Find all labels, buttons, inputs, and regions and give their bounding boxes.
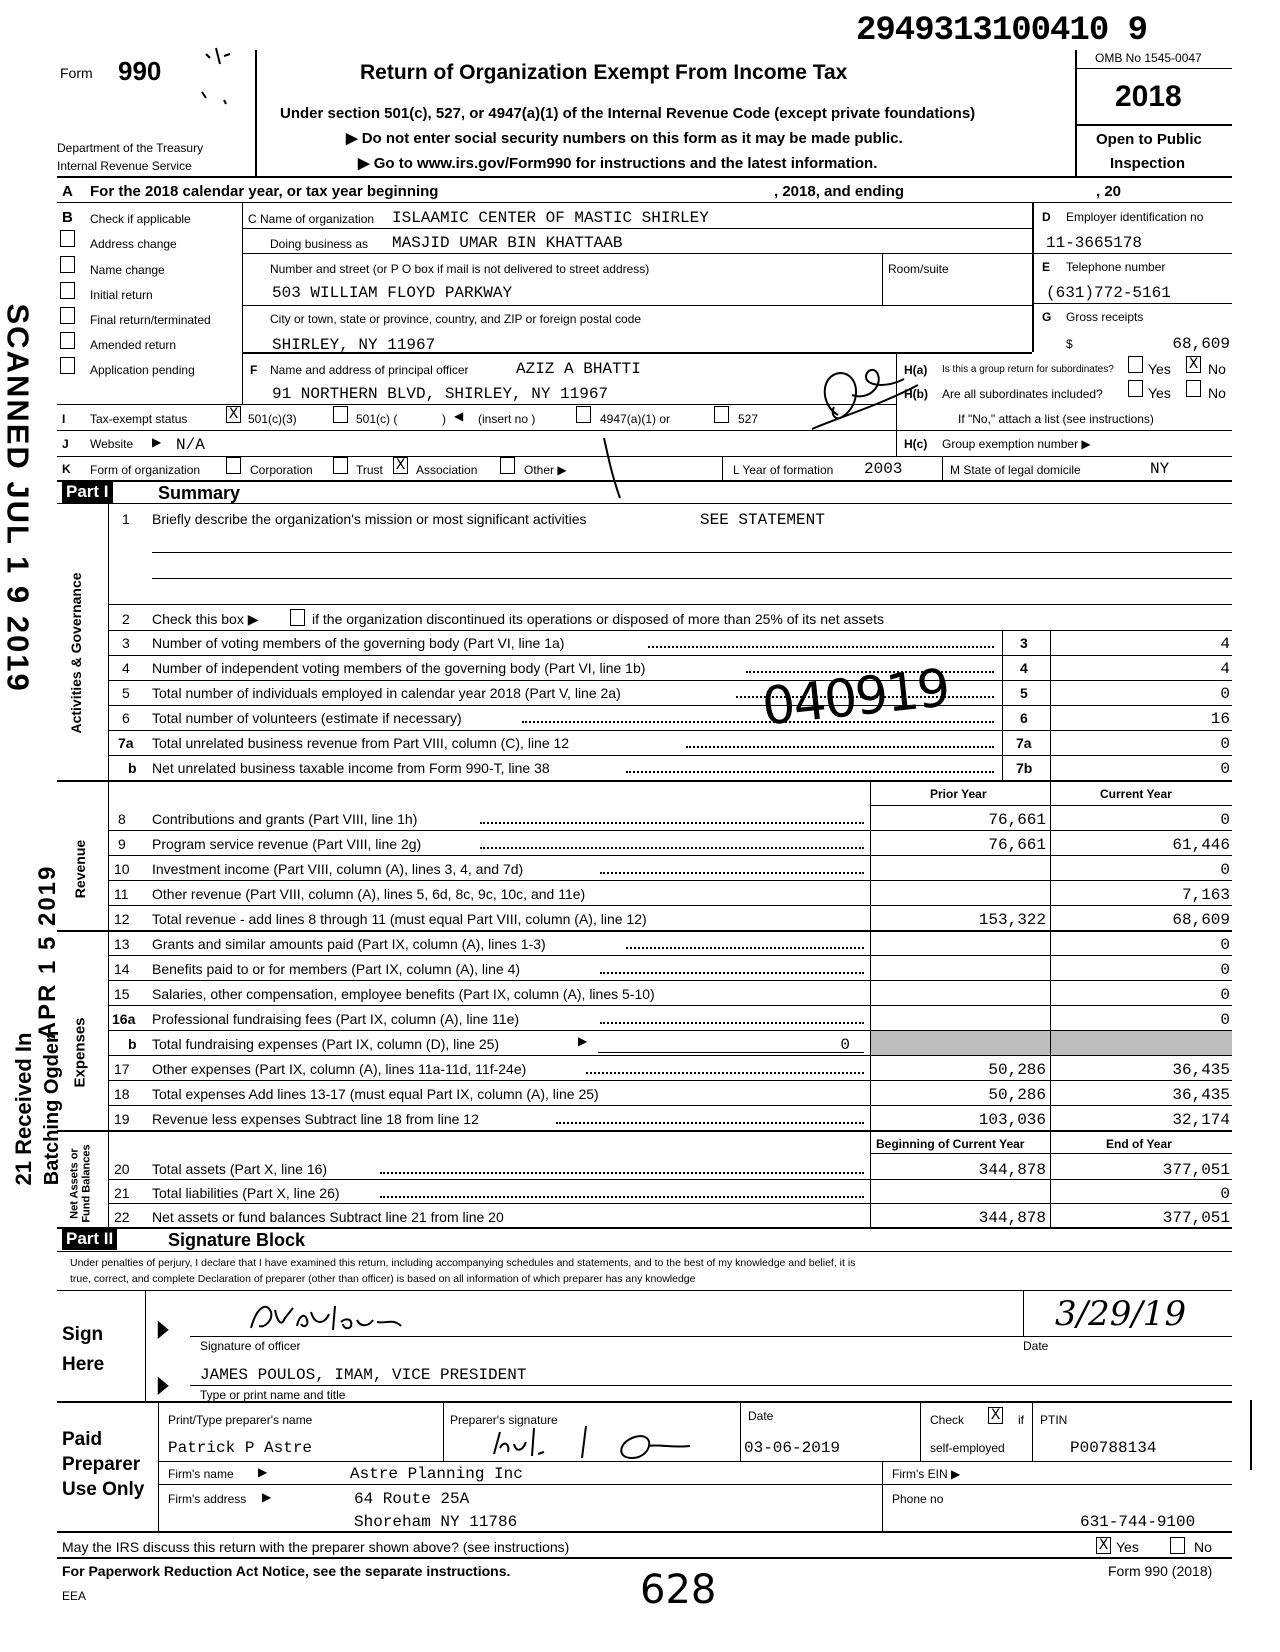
form-of-org-label: Form of organization (90, 463, 201, 477)
insert-arrow-icon: ◀ (454, 409, 464, 423)
line7b-box: 7b (1016, 760, 1033, 776)
discuss-yes-label: Yes (1116, 1539, 1139, 1555)
line10-text: Investment income (Part VIII, column (A), lines 3, 4, and 7d) (152, 861, 524, 877)
discuss-yes-checkbox[interactable]: X (1096, 1537, 1111, 1554)
501c-label: 501(c) ( (356, 412, 398, 426)
instructions-link: ▶ Go to www.irs.gov/Form990 for instructions and the latest information. (358, 155, 878, 172)
line2-number: 2 (122, 611, 130, 627)
line21-number: 21 (114, 1185, 130, 1201)
year-formation-label: L Year of formation (733, 463, 834, 477)
self-employed-checkbox[interactable]: X (988, 1407, 1003, 1424)
line3-text: Number of voting members of the governing body (Part VI, line 1a) (152, 635, 565, 651)
line6-box: 6 (1020, 710, 1028, 726)
line17-prior: 50,286 (988, 1061, 1046, 1079)
line13-number: 13 (114, 936, 130, 952)
dba-name: MASJID UMAR BIN KHATTAAB (392, 234, 623, 252)
line20-text: Total assets (Part X, line 16) (152, 1161, 328, 1177)
handwritten-number: 040919 (759, 658, 952, 738)
firm-name-label: Firm's name (168, 1467, 234, 1481)
line14-number: 14 (114, 961, 130, 977)
date-label: Date (1023, 1339, 1049, 1353)
preparer-label: Preparer (62, 1454, 141, 1475)
line12-prior: 153,322 (978, 911, 1046, 929)
line21-text: Total liabilities (Part X, line 26) (152, 1185, 340, 1201)
website-label: Website (90, 437, 134, 451)
ptin-value: P00788134 (1070, 1439, 1157, 1457)
line-i-letter: I (62, 412, 66, 426)
ha-no-checkbox[interactable]: X (1186, 356, 1201, 373)
org-name-label: C Name of organization (248, 212, 375, 226)
preparer-phone: 631-744-9100 (1080, 1513, 1196, 1531)
side-expenses: Expenses (71, 1017, 89, 1088)
preparer-signature-label: Preparer's signature (450, 1413, 558, 1427)
use-only-label: Use Only (62, 1479, 145, 1500)
box-d-letter: D (1042, 210, 1051, 224)
line18-prior: 50,286 (988, 1086, 1046, 1104)
line15-number: 15 (114, 986, 130, 1002)
line16b-value: 0 (840, 1036, 850, 1054)
address-change-label: Address change (90, 237, 177, 251)
corporation-checkbox[interactable] (226, 457, 241, 474)
line13-text: Grants and similar amounts paid (Part IX, column (A), lines 1-3) (152, 936, 546, 952)
firm-address-label: Firm's address (168, 1492, 247, 1506)
final-return-checkbox[interactable] (60, 307, 75, 324)
line7b-value: 0 (1220, 760, 1230, 778)
line11-current: 7,163 (1181, 886, 1230, 904)
principal-officer-name: AZIZ A BHATTI (516, 360, 641, 378)
part2-tag: Part II (62, 1229, 117, 1250)
city-label: City or town, state or province, country, and ZIP or foreign postal code (270, 312, 642, 326)
firm-name-arrow-icon: ▶ (258, 1465, 268, 1479)
501c-close: ) (442, 412, 446, 426)
scribble-marks (196, 44, 236, 114)
line5-number: 5 (122, 685, 130, 701)
handwritten-bottom-number: 628 (640, 1567, 717, 1613)
website-value: N/A (176, 436, 205, 454)
part2-title: Signature Block (168, 1230, 306, 1250)
line7a-text: Total unrelated business revenue from Part VIII, column (C), line 12 (152, 735, 570, 751)
association-label: Association (416, 463, 478, 477)
line22-text: Net assets or fund balances Subtract line 21 from line 20 (152, 1209, 504, 1225)
line4-value: 4 (1220, 660, 1230, 678)
line16b-number: b (128, 1036, 137, 1052)
received-stamp-1: 21 Received In (11, 1032, 36, 1186)
self-employed-label: self-employed (930, 1441, 1005, 1455)
line9-current: 61,446 (1172, 836, 1230, 854)
line7a-box: 7a (1016, 735, 1032, 751)
527-checkbox[interactable] (714, 406, 729, 423)
line-a-text: For the 2018 calendar year, or tax year beginning (90, 183, 439, 200)
other-checkbox[interactable] (500, 457, 515, 474)
open-to-public: Open to Public (1096, 131, 1202, 148)
line22-end: 377,051 (1162, 1209, 1230, 1227)
hb-label: H(b) (904, 387, 928, 401)
box-b-letter: B (62, 209, 73, 226)
apr-date-stamp: APR 1 5 2019 (34, 864, 61, 1040)
other-label: Other ▶ (524, 463, 567, 477)
line7a-value: 0 (1220, 735, 1230, 753)
501c-checkbox[interactable] (333, 406, 348, 423)
line19-number: 19 (114, 1111, 130, 1127)
firm-address-line2: Shoreham NY 11786 (354, 1513, 518, 1531)
box-f-letter: F (250, 363, 258, 377)
inspection-label: Inspection (1110, 155, 1186, 172)
phone-label: Telephone number (1066, 260, 1166, 274)
preparer-name-label: Print/Type preparer's name (168, 1413, 313, 1427)
line17-text: Other expenses (Part IX, column (A), lines 11a-11d, 11f-24e) (152, 1061, 527, 1077)
line8-prior: 76,661 (988, 811, 1046, 829)
line7a-number: 7a (118, 735, 134, 751)
initial-return-label: Initial return (90, 288, 153, 302)
line16b-text: Total fundraising expenses (Part IX, column (D), line 25) (152, 1036, 500, 1052)
dba-label: Doing business as (270, 237, 369, 251)
line17-number: 17 (114, 1061, 130, 1077)
paperwork-notice: For Paperwork Reduction Act Notice, see the separate instructions. (62, 1563, 511, 1579)
tax-year: 2018 (1115, 80, 1182, 113)
gross-receipts-label: Gross receipts (1066, 310, 1144, 324)
527-label: 527 (738, 412, 759, 426)
domicile-label: M State of legal domicile (950, 463, 1081, 477)
4947-checkbox[interactable] (576, 406, 591, 423)
line13-current: 0 (1220, 936, 1230, 954)
line3-value: 4 (1220, 635, 1230, 653)
line4-text: Number of independent voting members of the governing body (Part VI, line 1b) (152, 660, 646, 676)
dept-treasury: Department of the Treasury (57, 141, 204, 155)
trust-checkbox[interactable] (333, 457, 348, 474)
eea-label: EEA (62, 1589, 87, 1603)
501c3-checkbox[interactable]: X (226, 406, 241, 423)
name-title-label: Type or print name and title (200, 1388, 346, 1402)
form-number: 990 (118, 56, 162, 86)
document-locator-number: 2949313100410 9 (856, 12, 1148, 50)
line15-text: Salaries, other compensation, employee benefits (Part IX, column (A), lines 5-10) (152, 986, 655, 1002)
application-pending-checkbox[interactable] (60, 357, 75, 374)
line16b-shaded-2 (1051, 1031, 1232, 1055)
line-j-letter: J (62, 437, 69, 451)
ha-label: H(a) (904, 363, 928, 377)
discontinued-checkbox[interactable] (290, 609, 305, 626)
line4-box: 4 (1020, 660, 1028, 676)
line11-number: 11 (114, 886, 129, 902)
line20-number: 20 (114, 1161, 130, 1177)
principal-officer-address: 91 NORTHERN BLVD, SHIRLEY, NY 11967 (272, 385, 609, 403)
ha-yes-label: Yes (1148, 361, 1171, 377)
hc-label: H(c) (904, 437, 928, 451)
initial-return-checkbox[interactable] (60, 282, 75, 299)
form-label: Form (60, 65, 93, 81)
firm-address-line1: 64 Route 25A (354, 1490, 470, 1508)
line9-prior: 76,661 (988, 836, 1046, 854)
phone-no-label: Phone no (892, 1492, 944, 1506)
sign-label: Sign (62, 1324, 104, 1345)
4947-label: 4947(a)(1) or (600, 412, 671, 426)
preparer-date: 03-06-2019 (744, 1439, 841, 1457)
line11-text: Other revenue (Part VIII, column (A), lines 5, 6d, 8c, 9c, 10c, and 11e) (152, 886, 586, 902)
501c3-label: 501(c)(3) (248, 412, 297, 426)
city-state-zip: SHIRLEY, NY 11967 (272, 336, 436, 354)
name-change-checkbox[interactable] (60, 256, 75, 273)
discuss-no-checkbox[interactable] (1170, 1537, 1185, 1554)
firm-ein-label: Firm's EIN ▶ (892, 1467, 961, 1481)
line20-beginning: 344,878 (978, 1161, 1046, 1179)
discuss-no-label: No (1194, 1539, 1212, 1555)
application-pending-label: Application pending (90, 363, 195, 377)
domicile-value: NY (1150, 460, 1170, 478)
preparer-date-label: Date (748, 1409, 774, 1423)
omb-number: OMB No 1545-0047 (1095, 51, 1202, 65)
line10-number: 10 (114, 861, 130, 877)
signer-name-title: JAMES POULOS, IMAM, VICE PRESIDENT (200, 1366, 527, 1384)
tax-exempt-label: Tax-exempt status (90, 412, 188, 426)
line6-number: 6 (122, 710, 130, 726)
check-label: Check (930, 1413, 965, 1427)
gross-receipts-value: 68,609 (1172, 335, 1230, 353)
preparer-name: Patrick P Astre (168, 1439, 313, 1457)
line20-end: 377,051 (1162, 1161, 1230, 1179)
line5-box: 5 (1020, 685, 1028, 701)
line7b-number: b (128, 760, 137, 776)
line4-number: 4 (122, 660, 130, 676)
line-a-letter: A (62, 183, 73, 200)
mission-value: SEE STATEMENT (700, 511, 825, 529)
line19-current: 32,174 (1172, 1111, 1230, 1129)
year-formation-value: 2003 (864, 460, 903, 478)
col-beginning-year: Beginning of Current Year (876, 1137, 1025, 1151)
line7b-text: Net unrelated business taxable income from Form 990-T, line 38 (152, 760, 550, 776)
line5-value: 0 (1220, 685, 1230, 703)
if-label: if (1018, 1413, 1024, 1427)
line16a-number: 16a (112, 1011, 136, 1027)
side-revenue: Revenue (72, 839, 88, 899)
line14-text: Benefits paid to or for members (Part IX, column (A), line 4) (152, 961, 521, 977)
line9-text: Program service revenue (Part VIII, line 2g) (152, 836, 422, 852)
hb-yes-checkbox[interactable] (1128, 380, 1143, 397)
preparer-signature (490, 1418, 720, 1462)
hb-yes-label: Yes (1148, 385, 1171, 401)
final-return-label: Final return/terminated (90, 313, 211, 327)
line8-text: Contributions and grants (Part VIII, line 1h) (152, 811, 418, 827)
form-subtitle: Under section 501(c), 527, or 4947(a)(1) of the Internal Revenue Code (except private foundations) (280, 105, 976, 122)
dollar-sign: $ (1066, 337, 1073, 351)
line6-text: Total number of volunteers (estimate if necessary) (152, 710, 462, 726)
perjury-statement-2: true, correct, and complete Declaration of preparer (other than officer) is based on all information of which preparer has any knowledge (70, 1273, 696, 1285)
line18-text: Total expenses Add lines 13-17 (must equal Part IX, column (A), line 25) (152, 1086, 599, 1102)
line-k-letter: K (62, 462, 71, 476)
signature-date: 3/29/19 (1055, 1294, 1187, 1334)
officer-signature (245, 1298, 425, 1338)
col-current-year: Current Year (1100, 787, 1172, 801)
line14-current: 0 (1220, 961, 1230, 979)
hb-no-label: No (1208, 385, 1226, 401)
line22-beginning: 344,878 (978, 1209, 1046, 1227)
here-label: Here (62, 1354, 105, 1375)
line8-number: 8 (118, 811, 126, 827)
form-title: Return of Organization Exempt From Income Tax (360, 61, 848, 84)
part1-tag: Part I (62, 482, 113, 503)
phone-value: (631)772-5161 (1046, 284, 1171, 302)
ssn-warning: ▶ Do not enter social security numbers on this form as it may be made public. (346, 130, 903, 147)
name-change-label: Name change (90, 263, 165, 277)
box-e-letter: E (1042, 260, 1051, 274)
line5-text: Total number of individuals employed in calendar year 2018 (Part V, line 2a) (152, 685, 621, 701)
corporation-label: Corporation (250, 463, 313, 477)
street-address: 503 WILLIAM FLOYD PARKWAY (272, 284, 513, 302)
handwritten-mark (800, 355, 930, 445)
sign-arrow-icon: ▶ (157, 1314, 169, 1342)
line1-number: 1 (122, 511, 130, 527)
amended-return-label: Amended return (90, 338, 177, 352)
line2-text: Check this box ▶ (152, 611, 259, 627)
group-exemption-label: Group exemption number ▶ (942, 437, 1091, 451)
line12-number: 12 (114, 911, 130, 927)
line16a-text: Professional fundraising fees (Part IX, column (A), line 11e) (152, 1011, 520, 1027)
col-prior-year: Prior Year (930, 787, 987, 801)
firm-name: Astre Planning Inc (350, 1465, 523, 1483)
amended-return-checkbox[interactable] (60, 332, 75, 349)
line1-text: Briefly describe the organization's mission or most significant activities (152, 511, 587, 527)
irs-discuss-question: May the IRS discuss this return with the preparer shown above? (see instructions) (62, 1539, 570, 1555)
line10-current: 0 (1220, 861, 1230, 879)
side-activities-governance: Activities & Governance (68, 572, 84, 734)
ein-value: 11-3665178 (1046, 234, 1143, 252)
line12-current: 68,609 (1172, 911, 1230, 929)
line9-number: 9 (118, 836, 126, 852)
line22-number: 22 (114, 1209, 130, 1225)
signature-label: Signature of officer (200, 1339, 301, 1353)
part1-title: Summary (158, 483, 241, 503)
line15-current: 0 (1220, 986, 1230, 1004)
irs-label: Internal Revenue Service (57, 159, 192, 173)
margin-line (1250, 1400, 1252, 1470)
ha-no-label: No (1208, 361, 1226, 377)
side-net-assets: Net Assets or Fund Balances (68, 1144, 92, 1223)
trust-label: Trust (356, 463, 383, 477)
room-suite-label: Room/suite (888, 262, 949, 276)
scanned-stamp: SCANNED JUL 1 9 2019 (0, 303, 36, 693)
line-a-end: , 20 (1096, 183, 1122, 200)
check-if-applicable: Check if applicable (90, 212, 191, 226)
line3-number: 3 (122, 635, 130, 651)
line12-text: Total revenue - add lines 8 through 11 (must equal Part VIII, column (A), line 12) (152, 911, 647, 927)
line2-description: if the organization discontinued its operations or disposed of more than 25% of its net assets (312, 611, 885, 627)
attach-list-note: If "No," attach a list (see instructions) (958, 412, 1154, 426)
insert-no-label: (insert no ) (478, 412, 536, 426)
line-a-mid: , 2018, and ending (774, 183, 905, 200)
box-g-letter: G (1042, 310, 1052, 324)
perjury-statement-1: Under penalties of perjury, I declare that I have examined this return, including accompanying schedules and statements, and to the best of my knowledge and belief, it is (70, 1257, 856, 1269)
col-end-year: End of Year (1106, 1137, 1172, 1151)
handwritten-stroke (600, 436, 640, 502)
principal-officer-label: Name and address of principal officer (270, 363, 469, 377)
ha-yes-checkbox[interactable] (1128, 356, 1143, 373)
hb-no-checkbox[interactable] (1186, 380, 1201, 397)
address-change-checkbox[interactable] (60, 230, 75, 247)
line18-number: 18 (114, 1086, 130, 1102)
line16a-current: 0 (1220, 1011, 1230, 1029)
paid-label: Paid (62, 1429, 103, 1450)
line19-prior: 103,036 (978, 1111, 1046, 1129)
received-stamp-2: Batching Ogden (41, 1030, 63, 1186)
website-arrow-icon: ▶ (152, 435, 162, 449)
street-label: Number and street (or P O box if mail is not delivered to street address) (270, 262, 650, 276)
hb-text: Are all subordinates included? (942, 387, 1103, 401)
ptin-label: PTIN (1040, 1413, 1068, 1427)
line8-current: 0 (1220, 811, 1230, 829)
line21-end: 0 (1220, 1185, 1230, 1203)
org-name: ISLAAMIC CENTER OF MASTIC SHIRLEY (392, 209, 709, 227)
association-checkbox[interactable]: X (393, 457, 408, 474)
line18-current: 36,435 (1172, 1086, 1230, 1104)
ein-label: Employer identification no (1066, 210, 1204, 224)
name-arrow-icon: ▶ (157, 1370, 169, 1398)
line19-text: Revenue less expenses Subtract line 18 from line 12 (152, 1111, 479, 1127)
line16b-arrow-icon: ▶ (578, 1034, 588, 1048)
line3-box: 3 (1020, 635, 1028, 651)
line17-current: 36,435 (1172, 1061, 1230, 1079)
line16b-shaded (871, 1031, 1050, 1055)
line6-value: 16 (1210, 710, 1230, 728)
firm-address-arrow-icon: ▶ (262, 1490, 272, 1504)
ha-text: Is this a group return for subordinates? (942, 364, 1114, 375)
form-footer: Form 990 (2018) (1108, 1563, 1213, 1579)
